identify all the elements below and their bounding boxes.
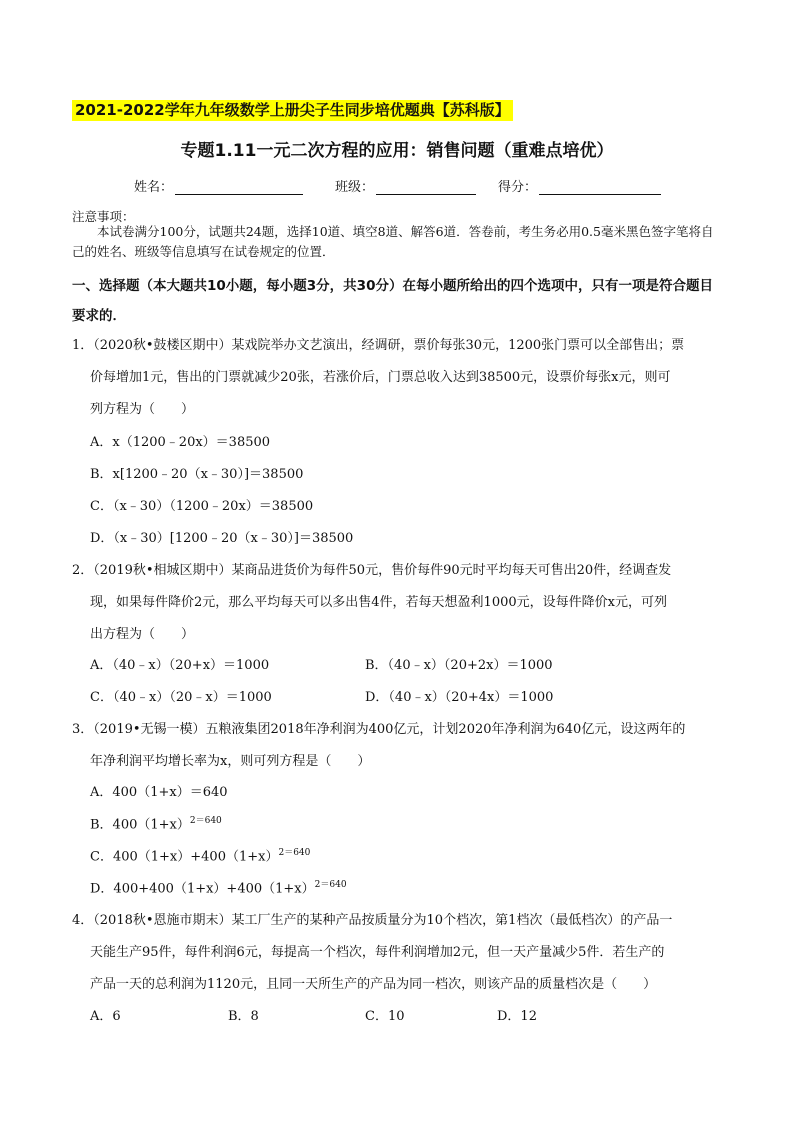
page-title: 专题1.11一元二次方程的应用：销售问题（重难点培优） <box>180 141 614 161</box>
question-3-option-c[interactable] <box>90 845 310 864</box>
score-blank[interactable] <box>539 180 661 195</box>
question-2-option-b[interactable]: B．（40﹣x）（20+2x）＝1000 <box>365 658 553 673</box>
notice-title: 注意事项： <box>72 209 135 224</box>
score-label: 得分： <box>498 180 538 195</box>
header-tag: 2021-2022学年九年级数学上册尖子生同步培优题典【苏科版】 <box>72 100 513 121</box>
question-2-line-2: 现，如果每件降价2元，那么平均每天可以多出售4件，若每天想盈利1000元，设每件降价x元，可列 <box>90 595 667 610</box>
class-field[interactable] <box>335 176 476 195</box>
question-3-line-1: 3．（2019•无锡一模）五粮液集团2018年净利润为400亿元，计划2020年净利润为640亿元，设这两年的 <box>72 722 686 737</box>
question-1-option-c[interactable]: C．（x﹣30）（1200﹣20x）＝38500 <box>90 499 314 514</box>
question-2-line-3: 出方程为（ ） <box>90 627 195 642</box>
question-1-option-a[interactable]: A．x（1200﹣20x）＝38500 <box>90 435 271 450</box>
question-4-option-b[interactable]: B．8 <box>228 1009 259 1024</box>
question-3-option-b-exp: 2＝640 <box>189 816 222 826</box>
question-4-line-1: 4．（2018秋•恩施市期末）某工厂生产的某种产品按质量分为10个档次，第1档次（最低档次）的产品一 <box>72 913 673 928</box>
question-4-option-d[interactable]: D．12 <box>497 1009 537 1024</box>
question-1-line-1: 1．（2020秋•鼓楼区期中）某戏院举办文艺演出，经调研，票价每张30元，1200张门票可以全部售出；票 <box>72 338 685 353</box>
question-1-line-2: 价每增加1元，售出的门票就减少20张，若涨价后，门票总收入达到38500元，设票价每张x元，则可 <box>90 370 671 385</box>
question-3-option-d-exp: 2＝640 <box>314 880 347 890</box>
class-blank[interactable] <box>376 180 476 195</box>
question-3-option-b-text: B．400（1+x） <box>90 817 190 833</box>
question-1-option-b[interactable]: B．x[1200﹣20（x﹣30）]＝38500 <box>90 467 304 482</box>
question-2-option-a[interactable]: A．（40﹣x）（20+x）＝1000 <box>90 658 270 673</box>
notice-body: 本试卷满分100分，试题共24题，选择10道、填空8道、解答6道．答卷前，考生务必用0.5毫米黑色签字笔将自己的姓名、班级等信息填写在试卷规定的位置． <box>72 224 714 259</box>
question-3-option-b[interactable] <box>90 813 222 832</box>
question-2-option-c[interactable]: C．（40﹣x）（20﹣x）＝1000 <box>90 690 272 705</box>
question-2-option-d[interactable]: D．（40﹣x）（20+4x）＝1000 <box>365 690 554 705</box>
score-field[interactable] <box>498 176 661 195</box>
question-4-line-3: 产品一天的总利润为1120元，且同一天所生产的产品为同一档次，则该产品的质量档次是（ ） <box>90 977 657 992</box>
question-4-line-2: 天能生产95件，每件利润6元，每提高一个档次，每件利润增加2元，但一天产量减少5件．若生产的 <box>90 945 665 960</box>
question-3-option-d-text: D．400+400（1+x）+400（1+x） <box>90 881 315 897</box>
name-label: 姓名： <box>134 180 174 195</box>
name-field[interactable] <box>134 176 303 195</box>
section-heading: 一、选择题（本大题共10小题，每小题3分，共30分）在每小题所给出的四个选项中，只有一项是符合题目要求的． <box>72 278 713 324</box>
question-4-option-a[interactable]: A．6 <box>90 1009 121 1024</box>
question-3-option-c-exp: 2＝640 <box>278 848 311 858</box>
question-1-line-3: 列方程为（ ） <box>90 402 195 417</box>
question-3-option-a[interactable]: A．400（1+x）＝640 <box>90 785 228 800</box>
class-label: 班级： <box>335 180 375 195</box>
question-4-option-c[interactable]: C．10 <box>365 1009 405 1024</box>
name-blank[interactable] <box>175 180 303 195</box>
question-3-option-d[interactable] <box>90 877 347 896</box>
question-3-line-2: 年净利润平均增长率为x，则可列方程是（ ） <box>90 754 371 769</box>
question-3-option-c-text: C．400（1+x）+400（1+x） <box>90 849 279 865</box>
question-1-option-d[interactable]: D．（x﹣30）[1200﹣20（x﹣30）]＝38500 <box>90 531 354 546</box>
question-2-line-1: 2．（2019秋•相城区期中）某商品进货价为每件50元，售价每件90元时平均每天可售出20件，经调查发 <box>72 563 672 578</box>
